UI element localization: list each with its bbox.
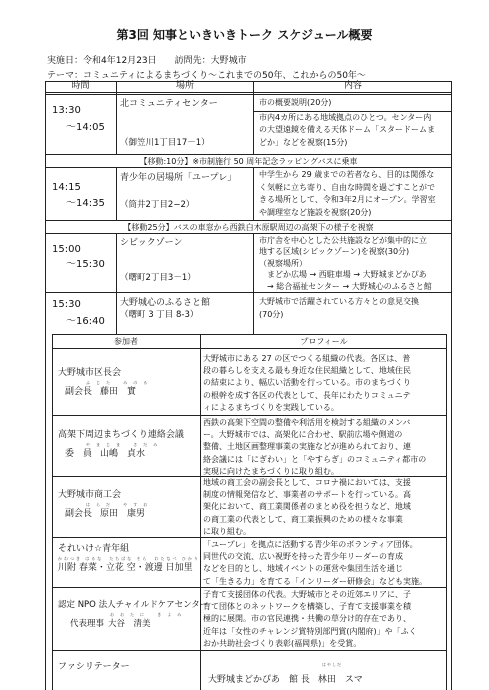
profile-line: ィによるまちづくりを実践している。 (203, 402, 339, 412)
vline-place-r1 (253, 81, 254, 154)
row2-end: ～14:35 (66, 198, 105, 209)
row3-end: ～15:30 (66, 259, 105, 270)
profile-line: 極的に展開。市の官民連携・共働の草分け的存在であり、 (203, 614, 411, 624)
content-line: 地する区域(シビックゾーン)を視察(30分) (259, 247, 410, 257)
participant-role-name (58, 385, 153, 400)
content-line: や調理室など施設を視察(20分) (259, 207, 372, 217)
content-line: 市の概要説明(20分) (259, 98, 332, 107)
profile-5 (203, 589, 445, 650)
profile-line: に取り組む。 (203, 526, 251, 536)
vline-time-r3 (116, 233, 117, 334)
participant-6 (58, 660, 130, 675)
profile-line: 近年は「女性のチャレンジ賞特別部門賞(内閣府)」や「ふく (203, 626, 417, 636)
participant-org: それいけ☆青年組 (58, 544, 130, 554)
name-ruby: おおたに きよみ (110, 612, 188, 617)
profile-line: て「生きる力」を育てる「インリーダー研修会」なども実施。 (203, 576, 427, 586)
theme-label: テーマ： (47, 71, 84, 81)
row4-content (259, 296, 419, 321)
profile-3 (203, 477, 445, 538)
content-line: どか」などを視察(15分) (259, 137, 348, 147)
participant-role: 委 員 (65, 449, 93, 459)
participant-org: 大野城市区長会 (58, 368, 122, 378)
profile-2 (203, 417, 445, 478)
row4-address: （曙町 3 丁目 8-3） (120, 310, 199, 320)
content-line: 中学生から 29 歳までの若者なら、目的は関係な (259, 170, 435, 179)
vline-time-r2 (116, 167, 117, 220)
content-line: 市庁舎を中心とした公共施設などが集中的に立 (259, 236, 427, 245)
content-line: まどか広場 → 西駐車場 → 大野城まどかぴあ (267, 270, 427, 280)
content-line: 大野城市で活躍されている方々との意見交換 (259, 297, 419, 306)
profile-line: 西鉄の高架下空間の整備や利活用を検討する組織のメンバ (203, 418, 411, 427)
visit-value: 大野城市 (210, 56, 247, 66)
row2-address: （筒井2丁目2−2） (120, 200, 195, 210)
vline-time-r1 (116, 81, 117, 154)
vline-participants (200, 334, 201, 690)
profile-line: 段の暮らしを支える最も身近な住民組織として、地域住民 (203, 366, 411, 376)
header-participant: 参加者 (114, 337, 138, 346)
date-label: 実施日： (47, 56, 84, 66)
profile-line: 実現に向けたまちづくりに取り組む。 (203, 466, 339, 476)
vline-place-r2 (253, 167, 254, 220)
profile-line: 「ユープレ」を拠点に活動する青少年のボランティア団体。 (203, 540, 418, 549)
participant-role: 副会長 (65, 509, 93, 519)
content-line: く気軽に立ち寄り、自由な時間を過ごすことがで (259, 182, 435, 192)
content-line: の大望遠鏡を備える天体ドーム「スタードームま (259, 125, 435, 134)
participant-4 (58, 542, 200, 576)
move-note-2: 【移動25分】バスの車窓から西鉄白木原駅周辺の高架下の様子を視察 (123, 223, 374, 232)
row3-content (259, 235, 432, 292)
profile-1 (203, 353, 445, 414)
rule-under-header (45, 92, 452, 93)
facilitator-role: 大野城まどかぴあ 館 長 (208, 675, 310, 685)
participant-org: ファシリテーター (58, 662, 130, 672)
row4-start: 15:30 (52, 299, 81, 310)
row3-address: （曙町2丁目3－1） (120, 273, 196, 283)
vline-place-r3 (253, 233, 254, 334)
header-time: 時間 (71, 81, 90, 91)
date-value: 令和4年12月23日 (83, 56, 157, 66)
participant-org: 認定 NPO 法人チャイルドケアセンター (58, 600, 209, 610)
profile-line: 大野城市にある 27 の区でつくる組織の代表。各区は、普 (203, 354, 411, 363)
profile-line: 制度の情報発信など、事業者のサポートを行っている。高 (203, 490, 411, 500)
rule-p5 (52, 650, 447, 651)
visit-label: 訪問先： (174, 56, 211, 66)
header-place: 場所 (175, 81, 194, 91)
participant-name: 大谷 清美 (108, 619, 151, 629)
row4-end: ～16:40 (66, 316, 105, 327)
participant-1 (58, 366, 153, 400)
participant-name: 山嶋 貞水 (100, 449, 146, 459)
profile-line: 整備、土地区画整理事業の実施などが進められており、連 (203, 442, 411, 452)
participant-role: 副会長 (65, 387, 93, 397)
profile-line: 育て団体とのネットワークを構築し、子育て支援事業を積 (203, 602, 411, 612)
meta-line-date (47, 53, 247, 66)
profile-line: 絡会議には「にぎわい」と「やすらぎ」のコミュニティ都市の (203, 454, 427, 464)
row2-place: 青少年の居場所「ユープレ」 (120, 173, 237, 183)
content-line: (70分) (259, 309, 284, 319)
row3-place: シビックゾーン (120, 238, 183, 248)
row1-content (259, 97, 435, 149)
rule-under-participant-header (52, 348, 447, 349)
facilitator-name: 林田 スマ (317, 675, 363, 685)
profile-line: 架化において、商工業関係者のまとめ役を担うなど、地域 (203, 502, 411, 512)
profile-line: 子育て支援団体の代表。大野城市とその近郊エリアに、子 (203, 590, 411, 599)
content-line: 市内4カ所にある地域拠点のひとつ。センター内 (259, 112, 432, 122)
rule-p1 (52, 415, 447, 416)
participant-role-name (58, 507, 153, 522)
participant-role-name (58, 617, 208, 632)
row1-end: ～14:05 (66, 122, 105, 133)
profile-line: の結束により、幅広い活動を行っている。市のまちづくり (203, 378, 411, 388)
facilitator (208, 672, 363, 685)
row3-start: 15:00 (52, 244, 81, 255)
name-ruby: はらだ やすお (86, 502, 154, 507)
profile-line: などを目的とし、地域イベントの運営や集団生活を通じ (203, 564, 403, 574)
page-title: 第3回 知事といきいきトーク スケジュール概要 (116, 28, 373, 42)
header-content: 内容 (343, 81, 362, 91)
participant-name: 藤田 實 (100, 387, 137, 397)
content-line: （視察場所） (259, 258, 307, 268)
name-ruby: かわつき はるな たちばな そら わたなべ ひかり (58, 556, 200, 561)
participant-name: 川附 春菜・立花 空・渡邊 日加里 (58, 563, 193, 573)
participant-2 (58, 428, 184, 462)
row1-start: 13:30 (52, 105, 81, 116)
participant-org: 高架下周辺まちづくり連絡会議 (58, 430, 184, 440)
participant-role: 代表理事 (70, 619, 105, 629)
participant-org: 大野城市商工会 (58, 490, 122, 500)
row4-place: 大野城心のふるさと館 (120, 298, 211, 308)
rule-under-header-double (45, 94, 452, 95)
name-ruby: ふじた みのる (86, 380, 154, 385)
profile-line: 同世代の交流、広い視野を持った青少年リーダーの育成 (203, 552, 403, 562)
theme-value: コミュニティによるまちづくり～これまでの50年、これからの50年～ (83, 71, 366, 81)
profile-line: ー。大野城市では、高架化に合わせ、駅前広場や側道の (203, 430, 403, 440)
profile-line: の商工業の代表として、商工業振興のための様々な事業 (203, 514, 403, 524)
profile-line: 地域の商工会の副会長として、コロナ禍においては、支援 (203, 478, 411, 487)
row1-address: （御笠川1丁目17－1） (120, 138, 210, 148)
row2-content (259, 169, 436, 219)
meta-line-theme (47, 68, 366, 81)
rule-r3-bottom (45, 292, 452, 293)
content-line: きる場所として、令和3年2月にオープン。学習室 (259, 195, 436, 204)
profile-line: の根幹を成す各区の代表として、長年にわたりコミュニテ (203, 390, 411, 400)
profile-line: おか共助社会づくり表彰(福岡県)」を受賞。 (203, 638, 362, 648)
move-note-1: 【移動:10分】※市制施行 50 周年記念ラッピングバスに乗車 (139, 157, 358, 166)
row2-start: 14:15 (52, 182, 81, 193)
row1-place: 北コミュニティセンター (120, 99, 218, 109)
participant-name: 原田 康男 (100, 509, 146, 519)
participant-3 (58, 488, 153, 522)
name-ruby: やまじま さだみ (86, 442, 164, 447)
participant-5 (58, 598, 208, 632)
header-profile: プロフィール (300, 337, 348, 346)
participant-role-name (58, 447, 184, 462)
content-line: → 総合福祉センター → 大野城心のふるさと館 (267, 281, 432, 291)
profile-4 (203, 539, 445, 588)
facilitator-ruby: はやしだ (322, 662, 342, 667)
